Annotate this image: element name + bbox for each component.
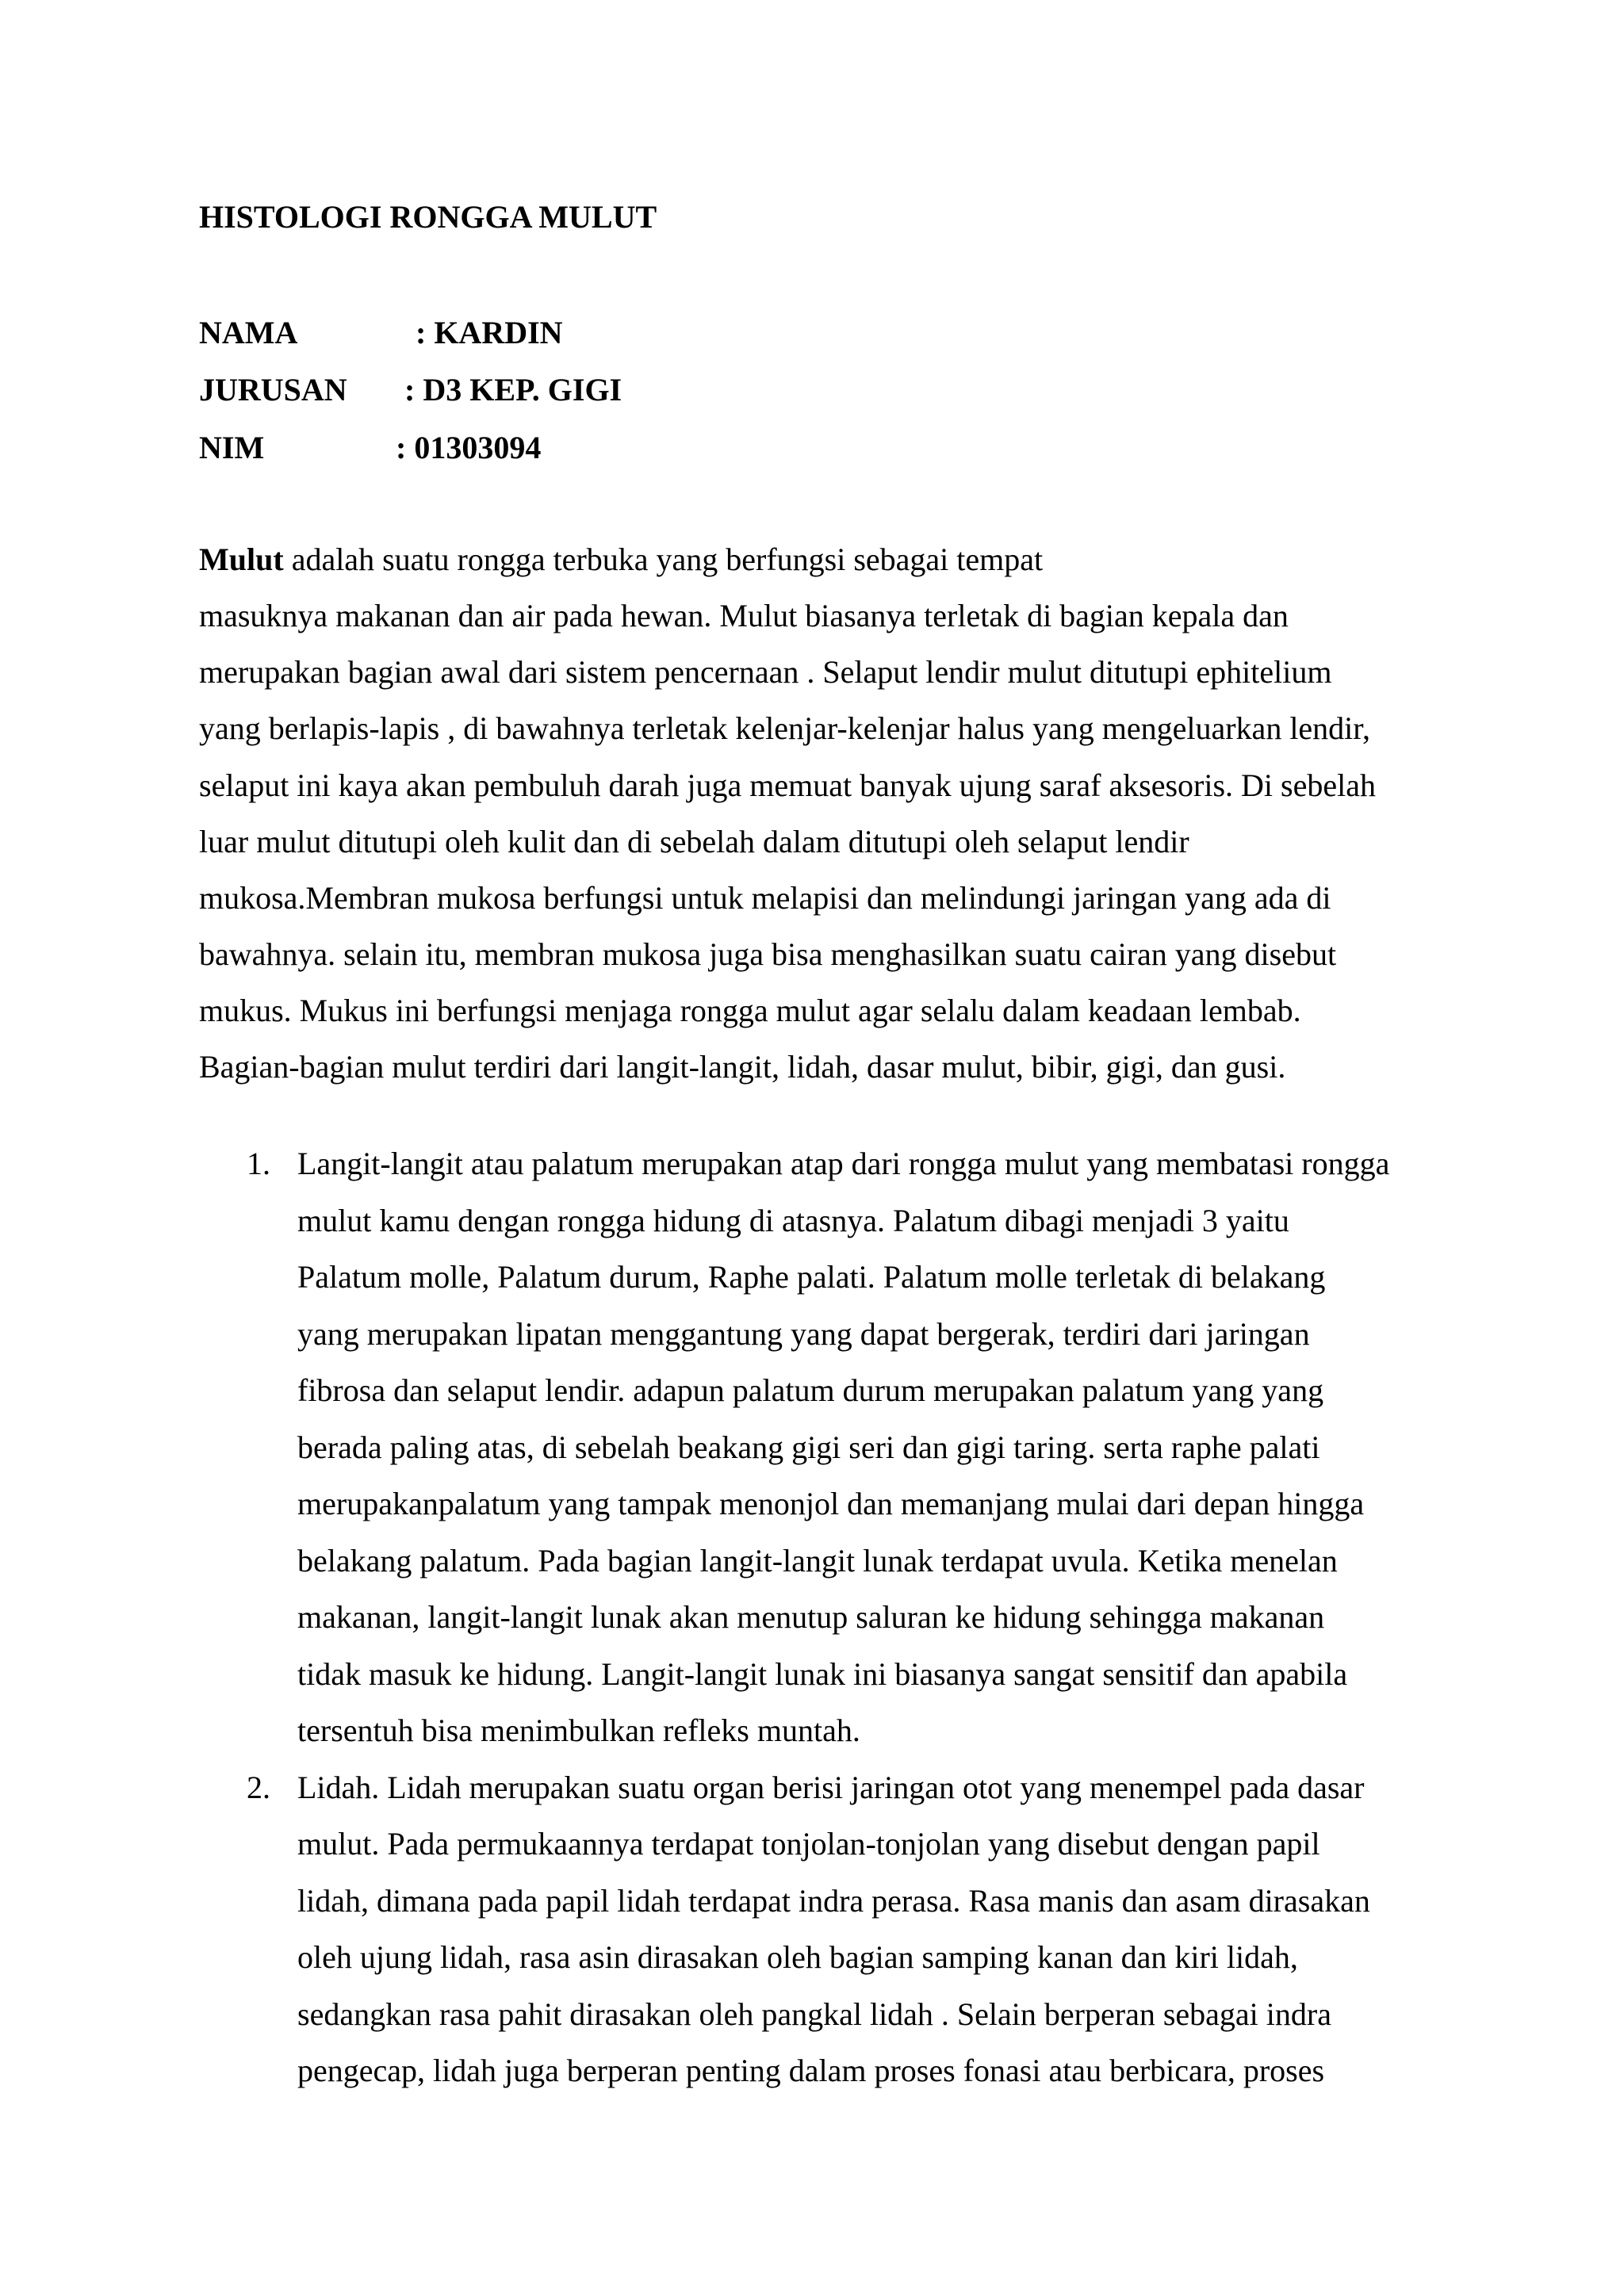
list-line: mulut kamu dengan rongga hidung di atasnya. Palatum dibagi menjadi 3 yaitu	[297, 1203, 1289, 1238]
list-line: makanan, langit-langit lunak akan menutup saluran ke hidung sehingga makanan	[297, 1599, 1325, 1635]
list-line: berada paling atas, di sebelah beakang gigi seri dan gigi taring. serta raphe palati	[297, 1429, 1320, 1465]
paragraph-line: Bagian-bagian mulut terdiri dari langit-langit, lidah, dasar mulut, bibir, gigi, dan gusi.	[199, 1049, 1286, 1085]
list-number: 2.	[247, 1770, 270, 1805]
paragraph-line: masuknya makanan dan air pada hewan. Mulut biasanya terletak di bagian kepala dan	[199, 598, 1289, 633]
paragraph-line: merupakan bagian awal dari sistem pencernaan . Selaput lendir mulut ditutupi ephitelium	[199, 654, 1332, 690]
paragraph-line: luar mulut ditutupi oleh kulit dan di sebelah dalam ditutupi oleh selaput lendir	[199, 824, 1189, 859]
info-label: NIM	[199, 430, 265, 465]
info-value: : D3 KEP. GIGI	[404, 372, 622, 408]
list-line: tersentuh bisa menimbulkan refleks muntah.	[297, 1712, 860, 1748]
list-line: lidah, dimana pada papil lidah terdapat indra perasa. Rasa manis dan asam dirasakan	[297, 1883, 1370, 1919]
list-line: sedangkan rasa pahit dirasakan oleh pangkal lidah . Selain berperan sebagai indra	[297, 1996, 1331, 2032]
list-line: yang merupakan lipatan menggantung yang dapat bergerak, terdiri dari jaringan	[297, 1316, 1310, 1352]
list-line: oleh ujung lidah, rasa asin dirasakan oleh bagian samping kanan dan kiri lidah,	[297, 1939, 1298, 1975]
paragraph-line: selaput ini kaya akan pembuluh darah juga memuat banyak ujung saraf aksesoris. Di sebelah	[199, 767, 1376, 803]
list-line: Lidah. Lidah merupakan suatu organ berisi jaringan otot yang menempel pada dasar	[297, 1770, 1365, 1805]
list-line: mulut. Pada permukaannya terdapat tonjolan-tonjolan yang disebut dengan papil	[297, 1826, 1320, 1862]
list-line: fibrosa dan selaput lendir. adapun palatum durum merupakan palatum yang yang	[297, 1372, 1324, 1408]
info-label: JURUSAN	[199, 372, 347, 408]
list-line: belakang palatum. Pada bagian langit-langit lunak terdapat uvula. Ketika menelan	[297, 1543, 1338, 1578]
paragraph-line: yang berlapis-lapis , di bawahnya terletak kelenjar-kelenjar halus yang mengeluarkan lendir,	[199, 710, 1371, 746]
bold-term: Mulut	[199, 541, 284, 577]
paragraph-line: mukosa.Membran mukosa berfungsi untuk melapisi dan melindungi jaringan yang ada di	[199, 880, 1331, 916]
list-line: tidak masuk ke hidung. Langit-langit lunak ini biasanya sangat sensitif dan apabila	[297, 1656, 1348, 1692]
paragraph-line: Mulut adalah suatu rongga terbuka yang berfungsi sebagai tempat	[199, 541, 1044, 577]
info-value: : KARDIN	[416, 315, 563, 350]
paragraph-line: mukus. Mukus ini berfungsi menjaga rongga mulut agar selalu dalam keadaan lembab.	[199, 993, 1301, 1028]
info-row-nama	[199, 312, 563, 354]
list-line: Palatum molle, Palatum durum, Raphe palati. Palatum molle terletak di belakang	[297, 1259, 1326, 1295]
info-row-jurusan	[199, 369, 622, 411]
list-number: 1.	[247, 1146, 270, 1181]
info-row-nim	[199, 427, 542, 469]
document-title: HISTOLOGI RONGGA MULUT	[199, 199, 657, 235]
paragraph-line: bawahnya. selain itu, membran mukosa juga bisa menghasilkan suatu cairan yang disebut	[199, 936, 1337, 972]
list-line: pengecap, lidah juga berperan penting dalam proses fonasi atau berbicara, proses	[297, 2053, 1325, 2088]
info-value: : 01303094	[396, 430, 542, 465]
info-label: NAMA	[199, 315, 298, 350]
list-line: Langit-langit atau palatum merupakan atap dari rongga mulut yang membatasi rongga	[297, 1146, 1390, 1181]
list-line: merupakanpalatum yang tampak menonjol dan memanjang mulai dari depan hingga	[297, 1486, 1365, 1521]
